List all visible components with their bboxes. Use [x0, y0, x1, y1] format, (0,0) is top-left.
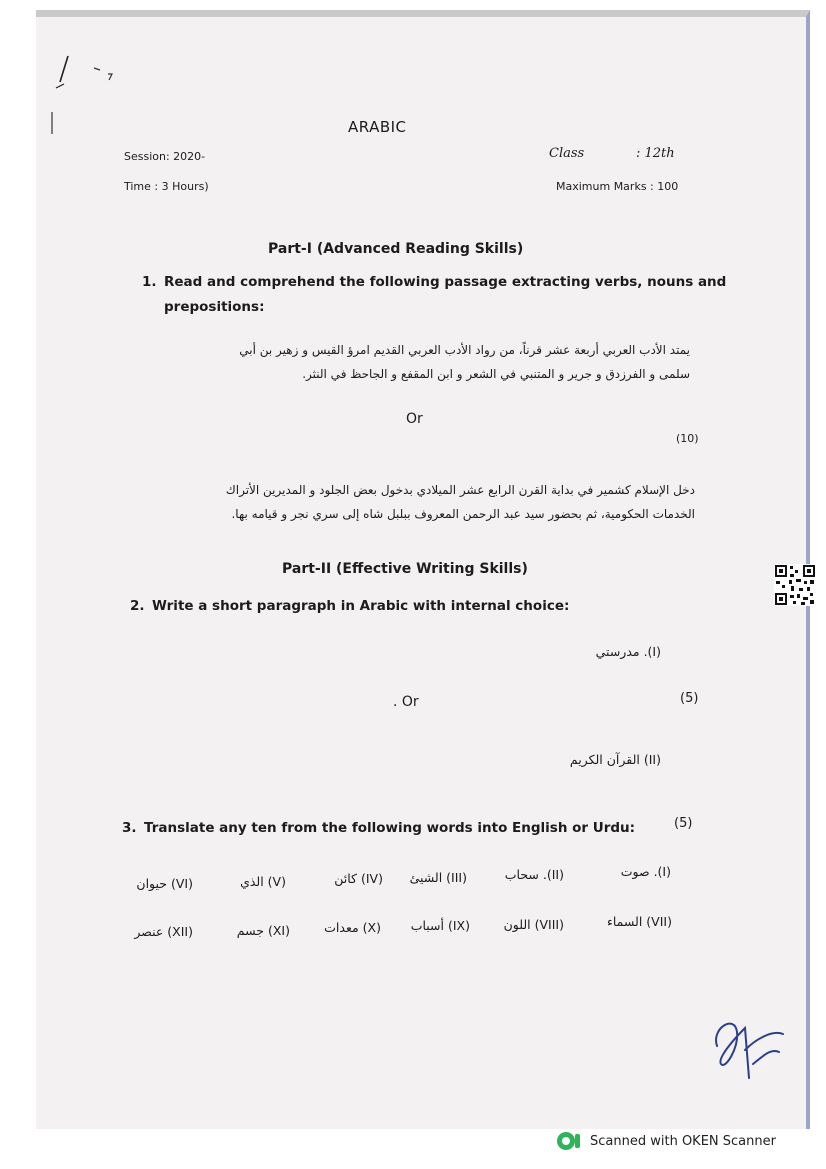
vocab-word: (X) معدات: [324, 920, 381, 935]
scanner-text: Scanned with OKEN Scanner: [590, 1133, 776, 1149]
q1-marks: (10): [676, 432, 699, 445]
qr-code-icon: [774, 564, 816, 606]
or-separator-1: Or: [406, 411, 423, 427]
q3-number: 3.: [122, 820, 137, 836]
vocab-word: (II). سحاب: [504, 867, 564, 882]
arabic-passage-1-line2: سلمى و الفرزدق و جرير و المتنبي في الشعر و ابن المقفع و الجاحظ في النثر.: [302, 367, 690, 381]
arabic-passage-2-line1: دخل الإسلام كشمير في بداية القرن الرابع عشر الميلادي بدخول بعض الجلود و المديرين الأتراك: [225, 483, 695, 497]
vocab-word: (V) الذي: [240, 874, 286, 889]
q2-number: 2.: [130, 598, 145, 614]
pen-marks: [50, 48, 130, 138]
arabic-passage-1-line1: يمتد الأدب العربي أربعة عشر قرناً، من رواد الأدب العربي القديم امرؤ القيس و زهير بن أبي: [239, 343, 690, 357]
class-value: : 12th: [636, 146, 675, 161]
q3-marks: (5): [674, 816, 693, 831]
q3-text: Translate any ten from the following words into English or Urdu:: [144, 820, 636, 836]
q2-choice-2: (II) القرآن الكريم: [569, 752, 661, 767]
subject-title: ARABIC: [348, 118, 407, 136]
session-label: Session: 2020-: [124, 150, 206, 163]
part2-heading: Part-II (Effective Writing Skills): [282, 561, 528, 577]
q1-text-line1: Read and comprehend the following passage extracting verbs, nouns and: [164, 274, 727, 290]
vocab-word: (XI) جسم: [236, 923, 290, 938]
vocab-word: (IX) أسباب: [410, 918, 470, 933]
q2-marks: (5): [680, 691, 699, 706]
scanner-logo-icon: [556, 1130, 582, 1152]
arabic-passage-2-line2: الخدمات الحكومية، ثم بحضور سيد عبد الرحمن المعروف ببلبل شاه إلى سري نجر و قيامه بها.: [231, 507, 695, 521]
part1-heading: Part-I (Advanced Reading Skills): [268, 241, 524, 257]
vocab-word: (I). صوت: [620, 864, 671, 879]
max-marks-label: Maximum Marks : 100: [556, 180, 679, 193]
q2-choice-1: (I). مدرستي: [595, 644, 661, 659]
time-label: Time : 3 Hours): [124, 180, 209, 193]
vocab-word: (III) الشيئ: [409, 870, 467, 885]
vocab-word: (VII) السماء: [606, 914, 672, 929]
vocab-word: (IV) كائن: [334, 871, 383, 886]
vocab-word: (VIII) اللون: [503, 917, 564, 932]
class-label: Class: [549, 146, 585, 161]
q1-number: 1.: [142, 274, 157, 290]
or-separator-2: . Or: [393, 694, 419, 710]
scanner-watermark: [556, 1130, 776, 1152]
q2-text: Write a short paragraph in Arabic with internal choice:: [152, 598, 570, 614]
vocab-word: (XII) عنصر: [134, 924, 193, 939]
signature-mark: [705, 1008, 795, 1088]
q1-text-line2: prepositions:: [164, 299, 265, 315]
vocab-word: (VI) حيوان: [136, 876, 193, 891]
